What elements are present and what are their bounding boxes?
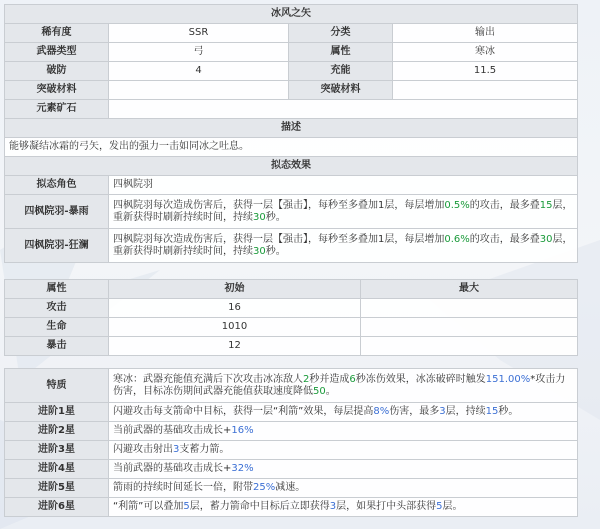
weapon-name: 冰风之矢 — [5, 5, 578, 24]
advance-name: 进阶1星 — [5, 403, 109, 422]
description-text: 能够凝结冰霜的弓矢，发出的强力一击如同冰之吐息。 — [5, 138, 578, 157]
stat-max-attack — [361, 299, 578, 318]
advance-name: 进阶3星 — [5, 441, 109, 460]
breakthrough-material-value-2 — [393, 81, 578, 100]
advance-row — [5, 479, 578, 498]
stats-table — [4, 279, 578, 356]
advance-text: 闪避攻击每支箭命中目标，获得一层“利箭”效果，每层提高8%伤害，最多3层，持续15秒。 — [109, 403, 578, 422]
advance-text: 闪避攻击射出3支蓄力箭。 — [109, 441, 578, 460]
breakthrough-material-label-1: 突破材料 — [5, 81, 109, 100]
special-trait-text: 寒冰：武器充能值充满后下次攻击冰冻敌人2秒并造成6秒冻伤效果，冰冻破碎时触发151.00%*攻击力伤害，目标冻伤期间武器充能值获取速度降低50。 — [109, 369, 578, 403]
stat-name-hp: 生命 — [5, 318, 109, 337]
weapon-type-value: 弓 — [109, 43, 289, 62]
effect-text-1: 四枫院羽每次造成伤害后，获得一层【强击】，每秒至多叠加1层，每层增加0.5%的攻击，最多叠15层，重新获得时刷新持续时间，持续30秒。 — [109, 195, 578, 229]
advance-name: 进阶4星 — [5, 460, 109, 479]
stat-initial-hp: 1010 — [109, 318, 361, 337]
breakthrough-material-label-2: 突破材料 — [289, 81, 393, 100]
mimic-effect-header: 拟态效果 — [5, 157, 578, 176]
advance-name: 进阶6星 — [5, 498, 109, 517]
mimic-role-value: 四枫院羽 — [109, 176, 578, 195]
traits-table — [4, 368, 578, 517]
stats-header-initial: 初始 — [109, 280, 361, 299]
advance-row — [5, 460, 578, 479]
attribute-value: 寒冰 — [393, 43, 578, 62]
stat-name-crit: 暴击 — [5, 337, 109, 356]
special-trait-label: 特质 — [5, 369, 109, 403]
armor-break-label: 破防 — [5, 62, 109, 81]
category-value: 输出 — [393, 24, 578, 43]
stats-header-attribute: 属性 — [5, 280, 109, 299]
effect-name-2: 四枫院羽-狂澜 — [5, 229, 109, 263]
category-label: 分类 — [289, 24, 393, 43]
element-ore-label: 元素矿石 — [5, 100, 109, 119]
stats-header-max: 最大 — [361, 280, 578, 299]
weapon-info-table — [4, 4, 578, 263]
advance-row — [5, 498, 578, 517]
weapon-type-label: 武器类型 — [5, 43, 109, 62]
advance-text: 箭雨的持续时间延长一倍，附带25%减速。 — [109, 479, 578, 498]
stat-initial-attack: 16 — [109, 299, 361, 318]
advance-name: 进阶2星 — [5, 422, 109, 441]
stat-max-crit — [361, 337, 578, 356]
effect-name-1: 四枫院羽-暴雨 — [5, 195, 109, 229]
charge-label: 充能 — [289, 62, 393, 81]
advance-row — [5, 441, 578, 460]
attribute-label: 属性 — [289, 43, 393, 62]
rarity-label: 稀有度 — [5, 24, 109, 43]
charge-value: 11.5 — [393, 62, 578, 81]
advance-text: 当前武器的基础攻击成长+16% — [109, 422, 578, 441]
advance-text: “利箭”可以叠加5层，蓄力箭命中目标后立即获得3层，如果打中头部获得5层。 — [109, 498, 578, 517]
advance-name: 进阶5星 — [5, 479, 109, 498]
mimic-role-label: 拟态角色 — [5, 176, 109, 195]
element-ore-value — [109, 100, 578, 119]
description-header: 描述 — [5, 119, 578, 138]
stat-max-hp — [361, 318, 578, 337]
advance-row — [5, 403, 578, 422]
effect-text-2: 四枫院羽每次造成伤害后，获得一层【强击】，每秒至多叠加1层，每层增加0.6%的攻击，最多叠30层，重新获得时刷新持续时间，持续30秒。 — [109, 229, 578, 263]
advance-text: 当前武器的基础攻击成长+32% — [109, 460, 578, 479]
breakthrough-material-value-1 — [109, 81, 289, 100]
stat-name-attack: 攻击 — [5, 299, 109, 318]
rarity-value: SSR — [109, 24, 289, 43]
armor-break-value: 4 — [109, 62, 289, 81]
advance-row — [5, 422, 578, 441]
stat-initial-crit: 12 — [109, 337, 361, 356]
